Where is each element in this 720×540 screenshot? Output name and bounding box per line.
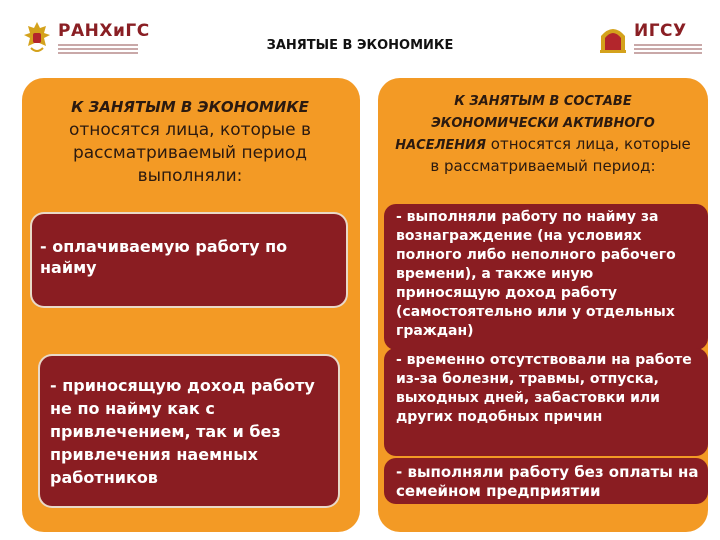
right-item-employed-for-pay: - выполняли работу по найму за вознаграждение (на условиях полного либо неполного рабочего времени), а также иную приносящую доход работу (самостоятельно или у отдельных граждан) — [384, 204, 708, 350]
page-title: ЗАНЯТЫЕ В ЭКОНОМИКЕ — [266, 38, 454, 53]
left-heading-emphasis: К ЗАНЯТЫМ В ЭКОНОМИКЕ — [71, 98, 309, 116]
right-item-unpaid-family-work: - выполняли работу без оплаты на семейном предприятии — [384, 458, 708, 504]
igsu-logo-name: ИГСУ — [634, 21, 687, 41]
right-heading — [392, 90, 694, 177]
right-heading-emphasis: К ЗАНЯТЫМ В СОСТАВЕ ЭКОНОМИЧЕСКИ АКТИВНОГО НАСЕЛЕНИЯ — [395, 94, 655, 153]
igsu-emblem-icon — [598, 20, 628, 56]
left-item-self-employment: - приносящую доход работу не по найму как с привлечением, так и без привлечения наемных работников — [40, 356, 338, 506]
right-item-temporarily-absent: - временно отсутствовали на работе из-за болезни, травмы, отпуска, выходных дней, забастовки или других подобных причин — [384, 348, 708, 456]
igsu-logo — [598, 18, 702, 58]
igsu-logo-subtitle — [634, 42, 702, 54]
left-item-paid-employment: - оплачиваемую работу по найму — [32, 214, 346, 306]
ranepa-logo-name: РАНХиГС — [58, 21, 150, 41]
right-heading-text: относятся лица, которые в рассматриваемый период: — [430, 135, 691, 175]
left-heading — [50, 96, 330, 188]
left-heading-text: относятся лица, которые в рассматриваемый период выполняли: — [68, 120, 312, 186]
